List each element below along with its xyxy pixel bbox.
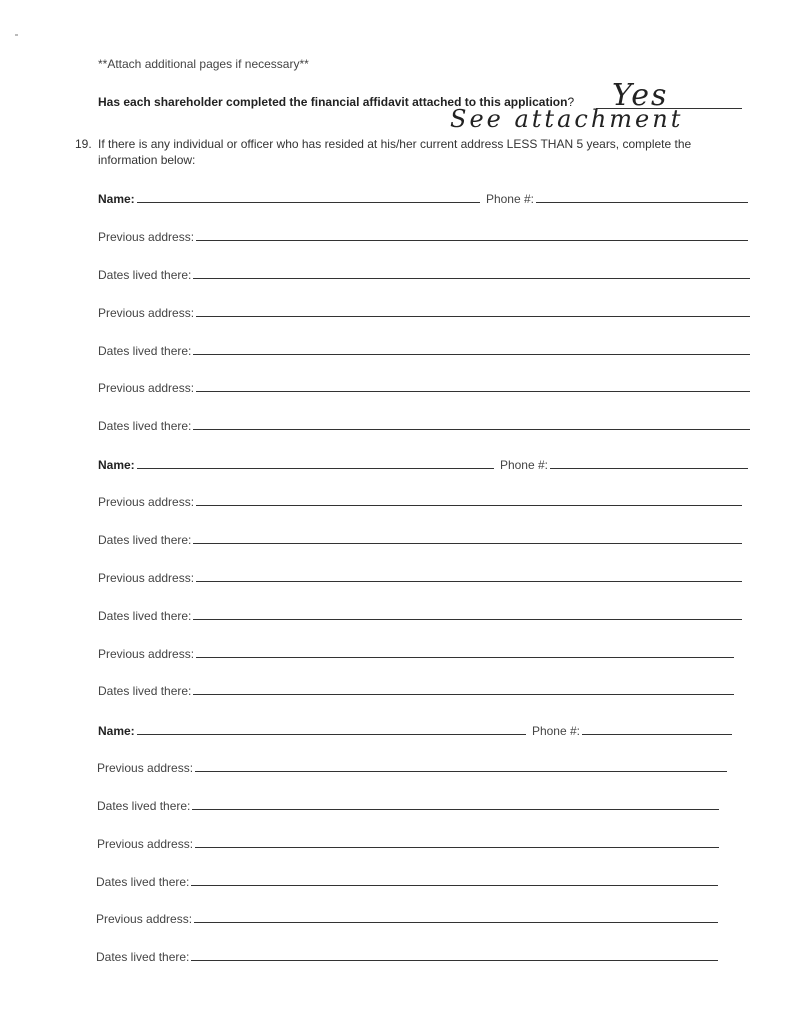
previous-address-field[interactable] <box>196 391 750 392</box>
dates-lived-field[interactable] <box>192 809 719 810</box>
address-row <box>98 567 742 585</box>
handwritten-see-attachment: See attachment <box>450 105 684 133</box>
item-number: 19. <box>75 137 92 151</box>
address-row <box>98 302 750 320</box>
phone-label: Phone #: <box>531 724 580 738</box>
attach-pages-note: **Attach additional pages if necessary** <box>98 57 309 71</box>
phone-field[interactable] <box>582 734 732 735</box>
dates-lived-field[interactable] <box>193 278 750 279</box>
dates-row <box>98 529 742 547</box>
dates-row <box>98 680 734 698</box>
previous-address-label: Previous address: <box>97 761 194 775</box>
dates-lived-field[interactable] <box>193 543 742 544</box>
dates-lived-field[interactable] <box>193 429 750 430</box>
address-row <box>98 226 748 244</box>
name-label: Name: <box>98 192 135 206</box>
name-row-1 <box>98 188 748 206</box>
dates-lived-field[interactable] <box>193 619 742 620</box>
previous-address-label: Previous address: <box>97 837 194 851</box>
address-row <box>97 757 727 775</box>
previous-address-field[interactable] <box>196 240 748 241</box>
name-field[interactable] <box>137 734 526 735</box>
dates-row <box>98 340 750 358</box>
previous-address-label: Previous address: <box>98 495 195 509</box>
dates-row <box>98 415 750 433</box>
address-row <box>98 491 742 509</box>
phone-field[interactable] <box>550 468 748 469</box>
previous-address-label: Previous address: <box>98 571 195 585</box>
handwritten-yes: Yes <box>612 78 669 113</box>
previous-address-field[interactable] <box>196 316 750 317</box>
dates-lived-label: Dates lived there: <box>97 799 191 813</box>
phone-label: Phone #: <box>499 458 548 472</box>
dates-row <box>96 946 718 964</box>
dates-row <box>98 264 750 282</box>
address-row <box>97 833 719 851</box>
dates-lived-field[interactable] <box>191 960 718 961</box>
dates-lived-label: Dates lived there: <box>98 419 192 433</box>
phone-label: Phone #: <box>485 192 534 206</box>
dates-lived-label: Dates lived there: <box>98 344 192 358</box>
dates-lived-field[interactable] <box>193 354 750 355</box>
dates-lived-label: Dates lived there: <box>96 950 190 964</box>
previous-address-label: Previous address: <box>98 230 195 244</box>
previous-address-field[interactable] <box>195 771 727 772</box>
question-mark: ? <box>567 95 575 109</box>
dates-row <box>96 871 718 889</box>
name-row-2 <box>98 454 748 472</box>
previous-address-field[interactable] <box>196 505 742 506</box>
name-label: Name: <box>98 458 135 472</box>
previous-address-label: Previous address: <box>98 306 195 320</box>
name-field[interactable] <box>137 468 494 469</box>
previous-address-label: Previous address: <box>96 912 193 926</box>
address-row <box>98 643 734 661</box>
dates-lived-label: Dates lived there: <box>98 609 192 623</box>
name-row-3 <box>98 720 732 738</box>
dates-lived-label: Dates lived there: <box>98 684 192 698</box>
dates-row <box>97 795 719 813</box>
previous-address-label: Previous address: <box>98 647 195 661</box>
name-label: Name: <box>98 724 135 738</box>
dates-lived-label: Dates lived there: <box>96 875 190 889</box>
previous-address-field[interactable] <box>196 581 742 582</box>
previous-address-field[interactable] <box>194 922 718 923</box>
dates-lived-label: Dates lived there: <box>98 268 192 282</box>
address-row <box>98 377 750 395</box>
dates-lived-label: Dates lived there: <box>98 533 192 547</box>
dates-lived-field[interactable] <box>191 885 718 886</box>
address-row <box>96 908 718 926</box>
previous-address-label: Previous address: <box>98 381 195 395</box>
dates-row <box>98 605 742 623</box>
scan-speck <box>15 34 18 36</box>
name-field[interactable] <box>137 202 480 203</box>
previous-address-field[interactable] <box>195 847 719 848</box>
affidavit-question-text: Has each shareholder completed the financial affidavit attached to this application <box>98 95 568 109</box>
item-instructions: If there is any individual or officer who has resided at his/her current address LESS THAN 5 years, complete the information below: <box>98 137 692 167</box>
phone-field[interactable] <box>536 202 748 203</box>
previous-address-field[interactable] <box>196 657 734 658</box>
dates-lived-field[interactable] <box>193 694 734 695</box>
